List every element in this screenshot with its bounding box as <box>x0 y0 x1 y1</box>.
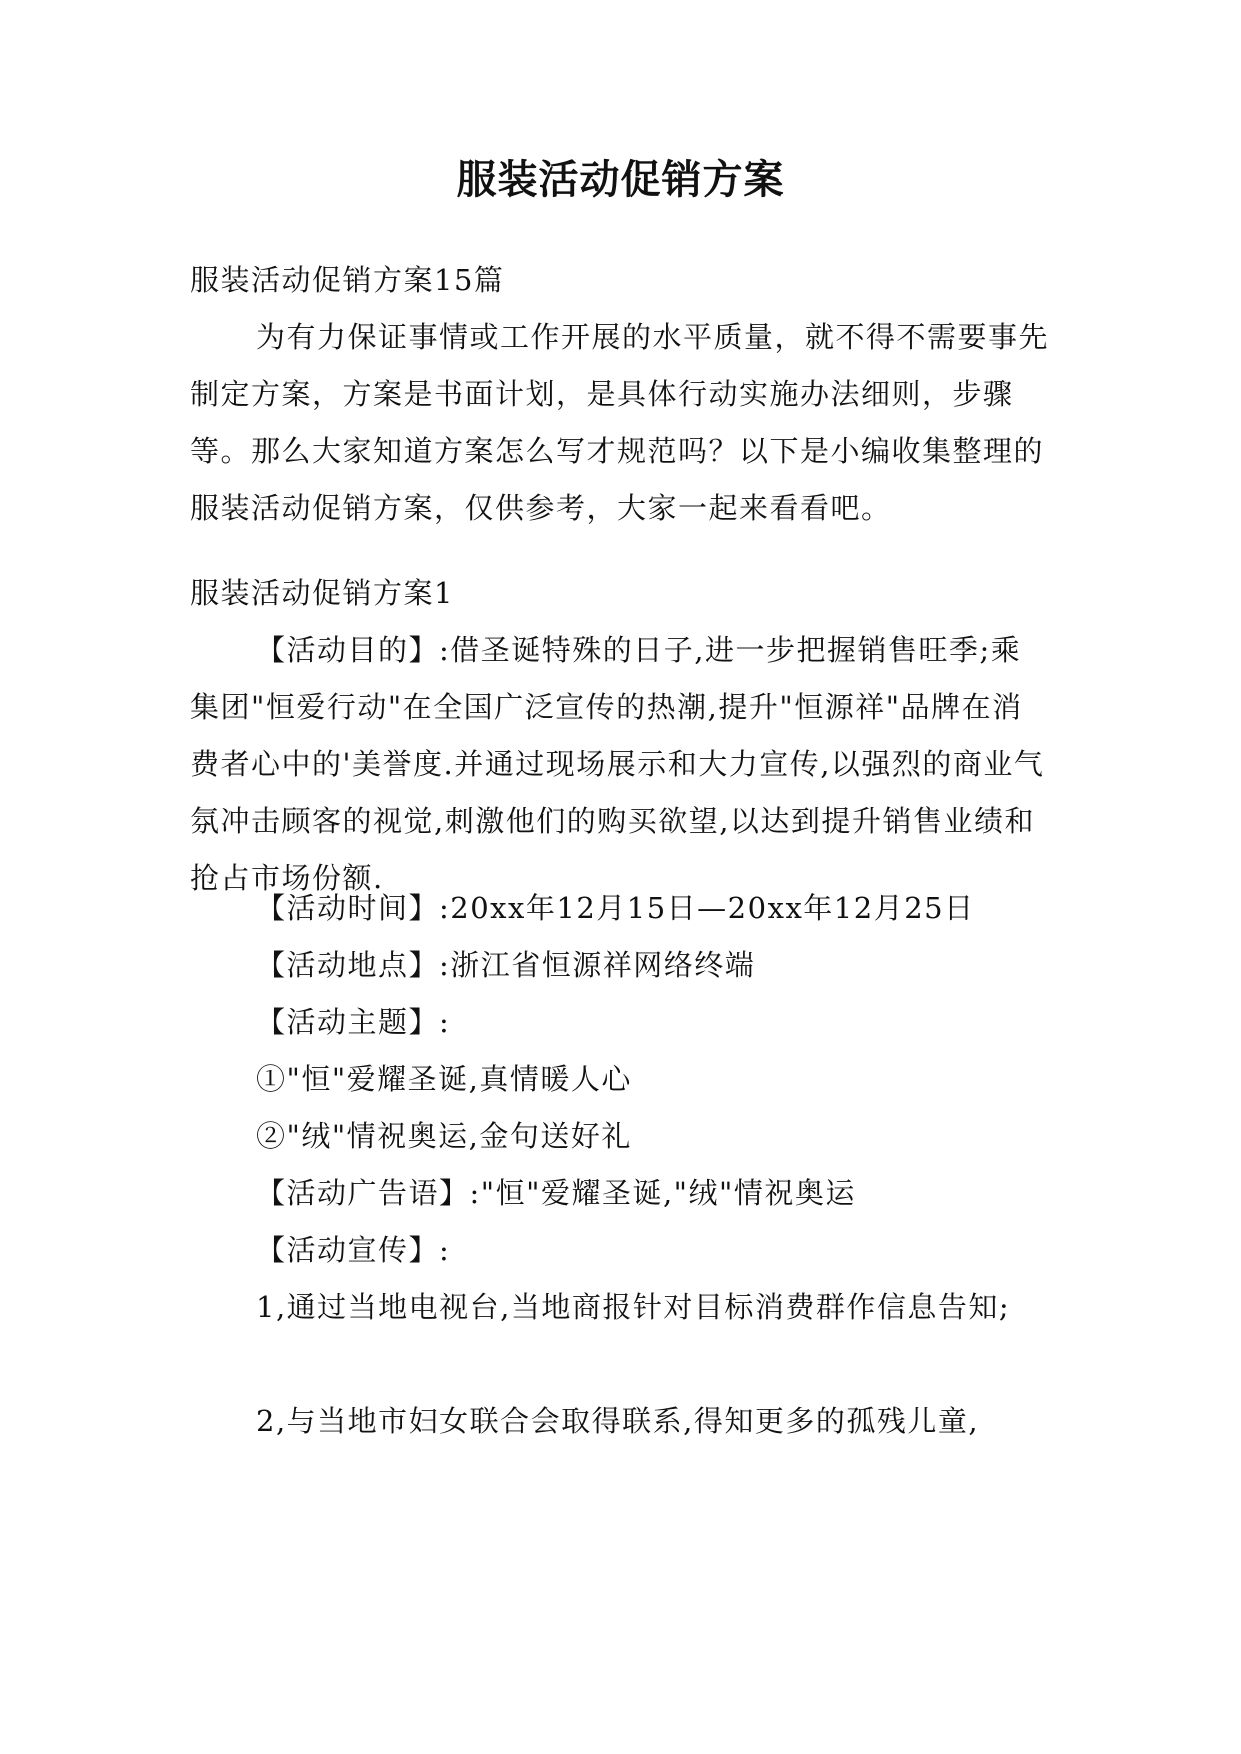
activity-promo-label: 【活动宣传】: <box>256 1233 451 1267</box>
activity-time: 【活动时间】:20xx年12月15日—20xx年12月25日 <box>256 891 975 925</box>
promo-item-1: 1,通过当地电视台,当地商报针对目标消费群作信息告知; <box>256 1290 1011 1324</box>
promo-item-2: 2,与当地市妇女联合会取得联系,得知更多的孤残儿童, <box>256 1404 980 1438</box>
document-title: 服装活动促销方案 <box>456 157 785 203</box>
activity-theme-item-2: ②"绒"情祝奥运,金句送好礼 <box>256 1119 632 1153</box>
activity-slogan: 【活动广告语】:"恒"爱耀圣诞,"绒"情祝奥运 <box>256 1176 856 1210</box>
activity-location: 【活动地点】:浙江省恒源祥网络终端 <box>256 948 756 982</box>
purpose-paragraph: 【活动目的】:借圣诞特殊的日子,进一步把握销售旺季;乘集团"恒爱行动"在全国广泛宣传的热潮,提升"恒源祥"品牌在消费者心中的'美誉度.并通过现场展示和大力宣传,以强烈的商业气氛冲击顾客的视觉,刺激他们的购买欲望,以达到提升销售业绩和抢占市场份额. <box>190 633 1045 895</box>
activity-theme-item-1: ①"恒"爱耀圣诞,真情暖人心 <box>256 1062 632 1096</box>
section-heading: 服装活动促销方案1 <box>190 576 454 610</box>
document-subtitle: 服装活动促销方案15篇 <box>190 263 505 297</box>
intro-paragraph: 为有力保证事情或工作开展的水平质量，就不得不需要事先制定方案，方案是书面计划，是具体行动实施办法细则，步骤等。那么大家知道方案怎么写才规范吗？以下是小编收集整理的服装活动促销方案，仅供参考，大家一起来看看吧。 <box>190 320 1050 525</box>
activity-theme-label: 【活动主题】: <box>256 1005 451 1039</box>
